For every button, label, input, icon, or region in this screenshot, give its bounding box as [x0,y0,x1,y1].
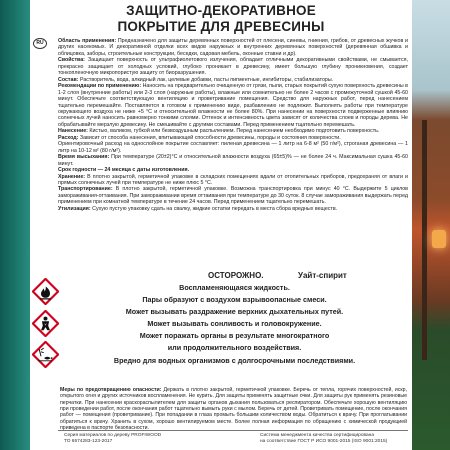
flame-icon [32,278,59,305]
teal-side-strip [0,0,30,450]
precaution-text: Держать в плотно закрытой, герметичной упаковке. Беречь от тепла, горячих поверхностей, искр, открытого огня и других источников воспламенения. Не курить. Для защиты применять защитные очки. Для защиты рук применять резиновые перчатки. При нанесении краскораспылителем для защиты органов дыхания пользоваться респиратором. Обеспечьте хорошую вентиляцию при проведении работ, после окончания работ тщательно вымыть руки с мылом. Беречь от детей. Проветривать помещение, после окончания работ — помещения (проветривание). При попадании в глаза промыть большим количеством воды. Обратиться к врачу. При проглатывании обратиться к врачу. Хранить в сухом, хорошо вентилируемом месте. Более полная информация по обращению с химической продукцией приведена в паспорте безопасности. [60,387,407,432]
house-post [422,120,427,360]
section-properties: Свойства: Защищает поверхность от ультрафиолетового излучения, обладает отличными декоративными свойствами, не смывается, прекрасно защищает от холодных условий, глубоко проникает в древесину, имеет большую глубину проникновения, создает тонкопленочную микропористую защиту от биоразрушения. [58,57,408,77]
description-text [58,38,408,212]
warning-line: Может вызывать сонливость и головокружение. [147,319,322,328]
footer-series: Серия материалов по дереву PROFIWOOD ТО 6574283-123-2017 [64,433,162,444]
title-line-2: ПОКРЫТИЕ ДЛЯ ДРЕВЕСИНЫ [117,19,325,34]
warning-heading: ОСТОРОЖНО. [208,271,264,280]
section-disposal: Утилизация: Сухую пустую упаковку сдать на свалку, жидкие остатки передать в места сбора вредных веществ. [58,205,338,212]
section-consumption: Расход: Зависит от способа нанесения, впитывающей способности древесины, породы и состояния поверхности. [58,134,341,141]
wooden-house-photo [412,0,450,450]
precaution-measures [60,387,407,431]
warning-line: Может вызывать раздражение верхних дыхательных путей. [125,307,344,316]
health-hazard-icon [32,310,59,337]
section-recommendations: Рекомендации по применению: Наносить на предварительно очищенную от грязи, пыли, старых покрытий сухую поверхность древесины в 1-2 слоя (внутренние работы) или 2-3 слоя (наружные работы), влажные или сомнительно не более 2 часов с промежуточной сушкой 45-60 минут. Обеспечьте соответствующую вентиляцию и проветривание помещения. Средство для наружных работ, перед нанесением тщательно перемешайте. Поставляется в готовом к применению виде, разбавлению не подлежит. Выполнять работы при температуре окружающего воздуха не ниже +5 °С и относительной влажности не более 80%. При нанесении на поверхности подверженные влиянию солнечных лучей наносить равномерно тонкими слоями. Оттенок и интенсивность цвета зависят от количества слоев и породы дерева. Не обрабатывайте мерзлую древесину. Не смешивайте с другими составами. Перед применением тщательно перемешать. [58,83,408,128]
title-line-1: ЗАЩИТНО-ДЕКОРАТИВНОЕ [126,3,316,18]
section-application-method: Нанесение: Кистью, валиком, губкой или безвоздушным распылением. Перед нанесением необходимо подготовить поверхность. [58,128,380,135]
section-storage: Хранение: В плотно закрытой, герметичной упаковке в складских помещениях вдали от отопительных приборов, предохраняя от влаги и прямых солнечных лучей при температуре не ниже плюс 5 °С. [58,173,408,186]
hazard-substance: Уайт-спирит [298,271,347,280]
section-shelf-life: Срок годности — 24 месяца с даты изготовления. [58,167,190,174]
section-drying-time: Время высыхания: При температуре (20±2)°С и относительной влажности воздуха (65±5)% — не более 24 ч. Максимальная сушка 45-60 минут. [58,154,408,167]
product-label [30,0,412,450]
warning-line: Воспламеняющаяся жидкость. [179,283,290,292]
warning-line: Вредно для водных организмов с долгосрочными последствиями. [113,356,356,365]
section-application: Область применения: Предназначено для защиты деревянных поверхностей от плесени, синевы, гниения, грибов, от древесных жучков и других насекомых. И декоративной отделки всех видов наружных и внутренних деревянных поверхностей (деревянная обшивка и облицовка, заборы, строительные конструкции, беседки, садовая мебель, оконные ставни и др). [58,38,408,57]
warning-line: или продолжительного воздействия. [167,343,302,352]
lamp-light [432,230,446,248]
section-composition: Состав: Растворитель, вода, алкидный лак, целевые добавки, пасты пигментные, ингибиторы, стабилизаторы. [58,76,334,83]
footer-divider [58,430,408,431]
section-consumption-rate: Ориентировочный расход на однослойное покрытие составляет: пиленая древесина — 1 литр на 6-8 м² (50 г/м²), строганая древесина — 1 литр на 10-12 м² (80 г/м²). [58,141,408,154]
warning-line: Пары образуют с воздухом взрывоопасные смеси. [142,295,327,304]
footer-certification: Система менеджмента качества сертифицирована на соответствие ГОСТ Р ИСО 9001-2015 (ISO 9001:2015) [260,433,388,444]
warning-line: Может поражать органы в результате многократного [139,331,330,340]
environment-hazard-icon [32,341,59,368]
section-transport: Транспортирование: В плотно закрытой, герметичной упаковке. Возможна транспортировка при минус 40 °С. Выдержите 5 циклов замораживания-оттаивания. При замораживании время оттаивания при температуре до 30 суток. 8 случае замораживания выдержать перед применением при комнатной температуре в течение 24 часов. Перед применением тщательно перемешать. [58,186,408,206]
ru-badge: RU [33,38,47,49]
precaution-label: Меры по предотвращению опасности: [60,387,162,393]
